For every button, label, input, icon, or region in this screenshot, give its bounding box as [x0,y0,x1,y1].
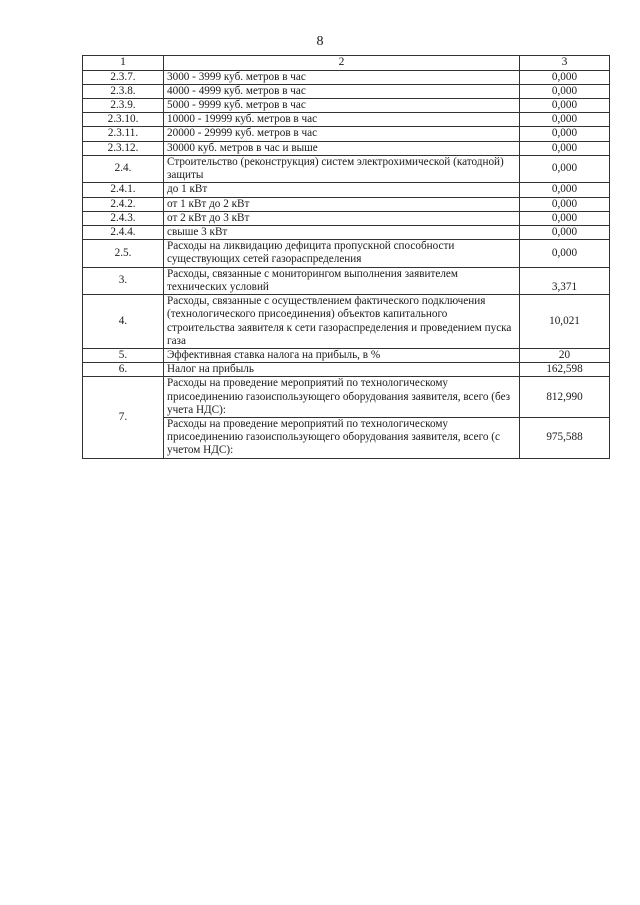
row-value: 0,000 [520,225,610,239]
table-row [83,155,610,182]
header-col-1: 1 [83,56,164,71]
row-value: 0,000 [520,70,610,84]
table-row [83,363,610,377]
row-description: Расходы на проведение мероприятий по технологическому присоединению газоиспользующего оборудования заявителя, всего (без учета НДС): [164,377,520,418]
row-description: 5000 - 9999 куб. метров в час [164,99,520,113]
table-row [83,377,610,418]
row-number: 2.4. [83,155,164,182]
row-value: 0,000 [520,99,610,113]
page-number: 8 [316,34,324,49]
row-description: от 2 кВт до 3 кВт [164,211,520,225]
row-description: от 1 кВт до 2 кВт [164,197,520,211]
row-value: 0,000 [520,211,610,225]
table-row [83,197,610,211]
row-value: 0,000 [520,240,610,267]
table-row [83,348,610,362]
row-description: до 1 кВт [164,183,520,197]
row-description: Расходы, связанные с осуществлением фактического подключения (технологического присоединения) объектов капитального строительства заявителя к сети газораспределения и проведением пуска газа [164,295,520,349]
row-number: 2.3.7. [83,70,164,84]
row-value: 10,021 [520,295,610,349]
table-header-row [83,56,610,71]
row-number: 2.4.3. [83,211,164,225]
row-description: 30000 куб. метров в час и выше [164,141,520,155]
row-value: 0,000 [520,155,610,182]
row-value: 20 [520,348,610,362]
table-row [83,225,610,239]
row-number: 2.4.4. [83,225,164,239]
row-number: 2.4.2. [83,197,164,211]
row-value: 0,000 [520,197,610,211]
row-number: 2.3.10. [83,113,164,127]
row-number: 2.4.1. [83,183,164,197]
row-number: 2.5. [83,240,164,267]
row-number: 3. [83,267,164,294]
table-row [83,240,610,267]
table-row [83,70,610,84]
row-number: 2.3.11. [83,127,164,141]
row-number: 5. [83,348,164,362]
row-description: 20000 - 29999 куб. метров в час [164,127,520,141]
cost-table [82,55,610,459]
table-row [83,99,610,113]
row-value: 162,598 [520,363,610,377]
table-row [83,141,610,155]
row-value: 0,000 [520,113,610,127]
table-row [83,183,610,197]
header-col-2: 2 [164,56,520,71]
row-value: 3,371 [520,267,610,294]
row-number: 2.3.12. [83,141,164,155]
row-description: Строительство (реконструкция) систем электрохимической (катодной) защиты [164,155,520,182]
row-description: 4000 - 4999 куб. метров в час [164,84,520,98]
row-description: Расходы, связанные с мониторингом выполнения заявителем технических условий [164,267,520,294]
row-number: 7. [83,377,164,458]
row-description: 10000 - 19999 куб. метров в час [164,113,520,127]
row-number: 2.3.8. [83,84,164,98]
table-row [83,211,610,225]
table-row [83,267,610,294]
header-col-3: 3 [520,56,610,71]
row-value: 0,000 [520,141,610,155]
row-number: 2.3.9. [83,99,164,113]
table-row [83,127,610,141]
row-value: 975,588 [520,418,610,459]
row-description: свыше 3 кВт [164,225,520,239]
row-number: 4. [83,295,164,349]
table-row [83,113,610,127]
row-value: 812,990 [520,377,610,418]
row-value: 0,000 [520,127,610,141]
row-description: Расходы на ликвидацию дефицита пропускной способности существующих сетей газораспределения [164,240,520,267]
table-row [83,295,610,349]
row-description: Расходы на проведение мероприятий по технологическому присоединению газоиспользующего оборудования заявителя, всего (с учетом НДС): [164,418,520,459]
row-value: 0,000 [520,183,610,197]
row-number: 6. [83,363,164,377]
row-description: Эффективная ставка налога на прибыль, в % [164,348,520,362]
row-value: 0,000 [520,84,610,98]
row-description: Налог на прибыль [164,363,520,377]
row-description: 3000 - 3999 куб. метров в час [164,70,520,84]
table-row [83,84,610,98]
